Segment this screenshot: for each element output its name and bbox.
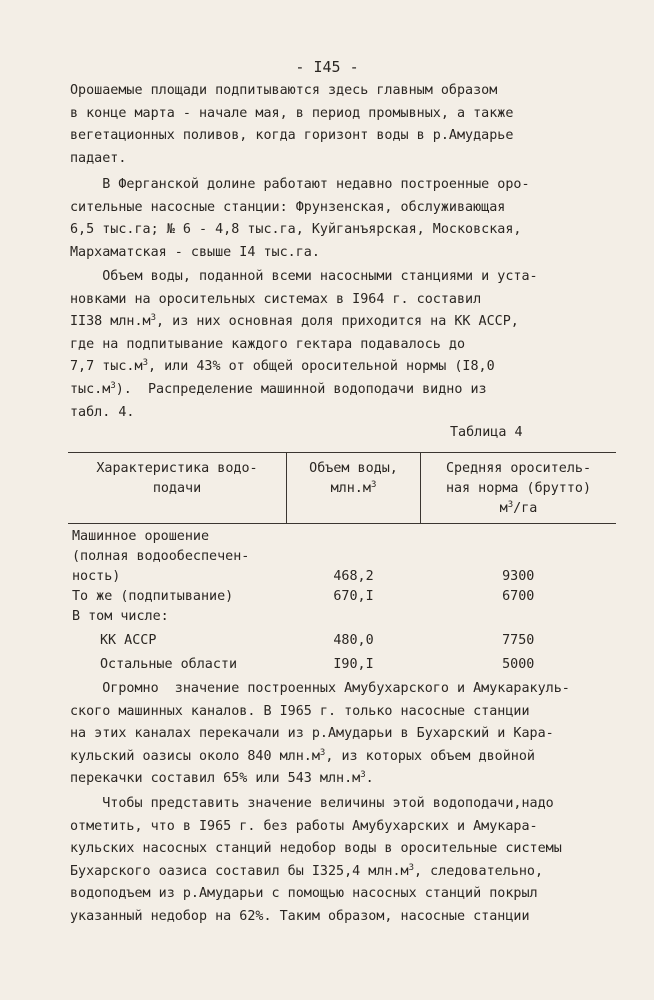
table-row: [68, 607, 616, 627]
water-supply-table: [68, 452, 616, 675]
text-line: сительные насосные станции: Фрунзенская, обслуживающая: [70, 199, 506, 215]
text-line: новками на оросительных системах в I964 г. составил: [70, 291, 482, 307]
text-line: водоподъем из р.Амударьи с помощью насосных станций покрыл: [70, 886, 538, 902]
text-line: Мархаматская - свыше I4 тыс.га.: [70, 244, 320, 260]
row-label: Машинное орошение (полная водообеспечен- ность): [72, 529, 250, 584]
text-line: Орошаемые площади подпитываются здесь главным образом: [70, 83, 498, 98]
row-label: То же (подпитывание): [72, 589, 234, 604]
text-line: II38 $млн.м^3$, из них основная доля приходится на КК АССР,: [70, 313, 519, 330]
text-line: Чтобы представить значение величины этой водоподачи,надо: [70, 796, 554, 811]
text-line: $тыс.м^3$). Распределение машинной водоподачи видно из: [70, 380, 487, 397]
text-line: В Ферганской долине работают недавно построенные оро-: [70, 177, 530, 192]
row-volume: I90,I: [333, 657, 374, 672]
text-line: Объем воды, поданной всеми насосными станциями и уста-: [70, 269, 538, 284]
row-label: Остальные области: [100, 657, 238, 672]
paragraph-3: [70, 266, 610, 424]
row-volume: 480,0: [333, 633, 374, 648]
row-volume: 468,2: [333, 569, 374, 584]
row-norm: 9300: [502, 569, 535, 584]
paragraph-2: [70, 174, 610, 264]
header-volume: Объем воды, $млн.м^3$: [287, 453, 421, 524]
paragraph-4: [70, 678, 610, 791]
text-line: указанный недобор на 62%. Таким образом, насосные станции: [70, 908, 530, 924]
header-characteristic: Характеристика водо- подачи: [68, 453, 287, 524]
text-line: кульский оазисы около 840 $млн.м^3$, из которых объем двойной: [70, 747, 535, 764]
text-line: вегетационных поливов, когда горизонт воды в р.Амударье: [70, 128, 514, 144]
row-norm: 5000: [502, 657, 535, 672]
table-row: [68, 627, 616, 651]
text-line: отметить, что в I965 г. без работы Амубухарских и Амукара-: [70, 818, 538, 834]
text-line: кульских насосных станций недобор воды в оросительные системы: [70, 841, 562, 857]
table-row: [68, 651, 616, 675]
text-line: 6,5 тыс.га; № 6 - 4,8 тыс.га, Куйганъярская, Московская,: [70, 222, 522, 238]
row-norm: 6700: [502, 589, 535, 604]
row-norm: 7750: [502, 633, 535, 648]
table-row: [68, 587, 616, 607]
row-volume: 670,I: [333, 589, 374, 604]
text-line: падает.: [70, 150, 127, 166]
text-line: ского машинных каналов. В I965 г. только насосные станции: [70, 703, 530, 719]
text-line: Огромно значение построенных Амубухарского и Амукаракуль-: [70, 681, 570, 696]
header-norm: Средняя ороситель- ная норма (брутто) $м^3/га$: [421, 453, 617, 524]
page-number: - I45 -: [295, 58, 359, 76]
text-line: 7,7 $тыс.м^3$, или 43% от общей оросительной нормы (I8,0: [70, 358, 495, 375]
text-line: перекачки составил 65% или 543 $млн.м^3$.: [70, 770, 374, 787]
text-line: Бухарского оазиса составил бы I325,4 $млн.м^3$, следовательно,: [70, 862, 544, 879]
paragraph-1: [70, 80, 610, 170]
paragraph-5: [70, 793, 610, 929]
table-row: [68, 524, 616, 588]
text-line: в конце марта - начале мая, в период промывных, а также: [70, 105, 514, 121]
row-norm: [421, 607, 617, 627]
text-line: где на подпитывание каждого гектара подавалось до: [70, 336, 466, 352]
row-label: КК АССР: [100, 633, 157, 648]
table-caption: Таблица 4: [450, 425, 523, 440]
row-label: В том числе:: [72, 609, 169, 624]
text-line: на этих каналах перекачали из р.Амударьи в Бухарский и Кара-: [70, 726, 554, 742]
row-volume: [287, 607, 421, 627]
text-line: табл. 4.: [70, 404, 135, 420]
